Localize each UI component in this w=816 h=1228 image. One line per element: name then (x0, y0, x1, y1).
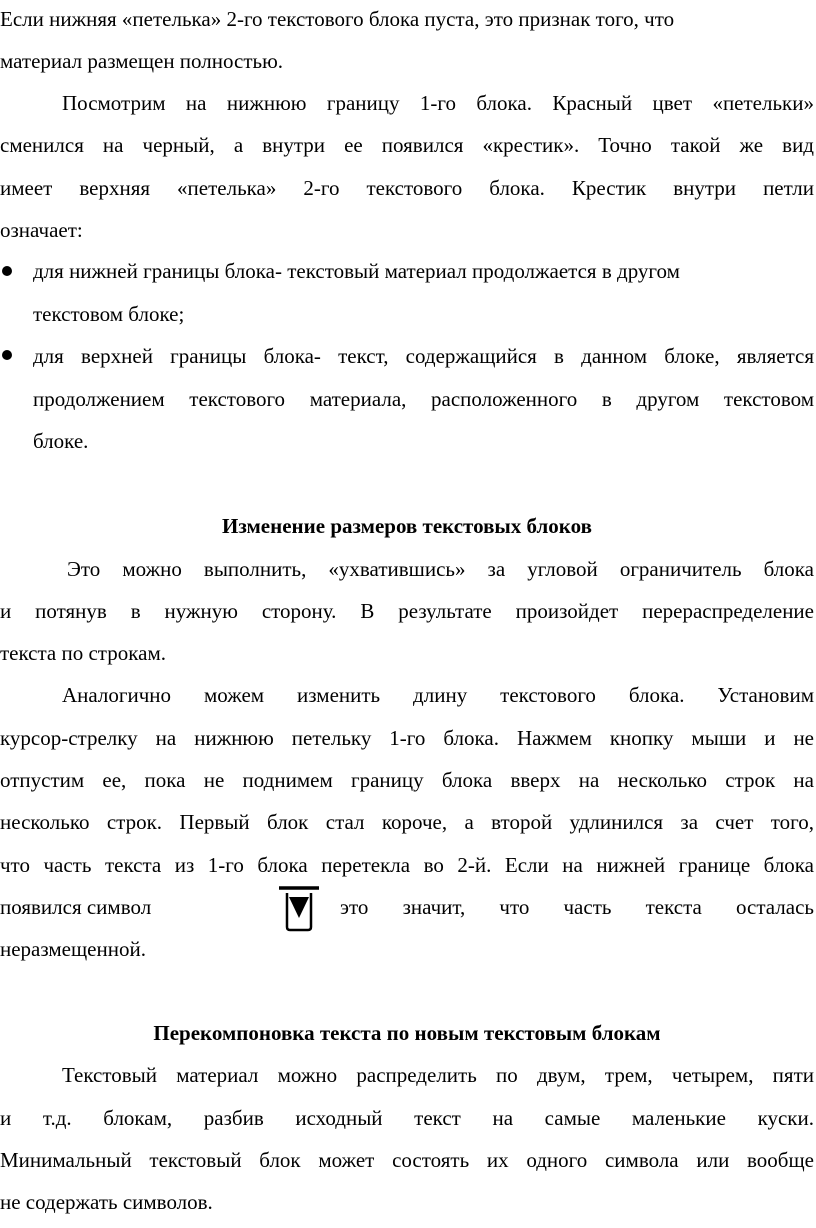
section-heading-resize: Изменение размеров текстовых блоков (222, 514, 592, 538)
paragraph-2-line-4: означает: (0, 218, 83, 242)
bullet-2-line-2: продолжением текстового материала, расположенного в другом текстовом (33, 387, 814, 411)
paragraph-1-line-1: Если нижняя «петелька» 2-го текстового блока пуста, это признак того, что (0, 7, 675, 31)
paragraph-4-line-6-start: появился символ (0, 895, 152, 919)
bullet-1-line-1: для нижней границы блока- текстовый материал продолжается в другом (33, 259, 680, 283)
paragraph-4-line-7: неразмещенной. (0, 937, 146, 961)
paragraph-2-line-2: сменился на черный, а внутри ее появился «крестик». Точно такой же вид (0, 133, 814, 157)
paragraph-2-line-1: Посмотрим на нижнюю границу 1-го блока. Красный цвет «петельки» (62, 91, 814, 115)
paragraph-4-line-1: Аналогично можем изменить длину текстового блока. Установим (62, 683, 814, 707)
paragraph-3-line-3: текста по строкам. (0, 641, 166, 665)
bullet-2-marker (2, 350, 12, 360)
bullet-2-line-1: для верхней границы блока- текст, содержащийся в данном блоке, является (33, 344, 814, 368)
section-heading-recompose: Перекомпоновка текста по новым текстовым блокам (153, 1021, 661, 1045)
paragraph-2-line-3: имеет верхняя «петелька» 2-го текстового блока. Крестик внутри петли (0, 176, 814, 200)
paragraph-4-line-4: несколько строк. Первый блок стал короче, а второй удлинился за счет того, (0, 810, 814, 834)
paragraph-4-line-2: курсор-стрелку на нижнюю петельку 1-го блока. Нажмем кнопку мыши и не (0, 726, 814, 750)
bullet-1-marker (2, 266, 12, 276)
paragraph-4-line-3: отпустим ее, пока не поднимем границу блока вверх на несколько строк на (0, 768, 814, 792)
paragraph-5-line-3: Минимальный текстовый блок может состоять их одного символа или вообще (0, 1148, 814, 1172)
bullet-2-line-3: блоке. (33, 429, 89, 453)
paragraph-4-line-5: что часть текста из 1-го блока перетекла во 2-й. Если на нижней границе блока (0, 853, 814, 877)
paragraph-1-line-2: материал размещен полностью. (0, 49, 284, 73)
paragraph-5-line-4: не содержать символов. (0, 1190, 213, 1214)
paragraph-4-line-6-end: это значит, что часть текста осталась (340, 895, 814, 919)
overflow-marker-icon (279, 886, 319, 932)
paragraph-5-line-2: и т.д. блокам, разбив исходный текст на самые маленькие куски. (0, 1106, 814, 1130)
paragraph-3-line-1: Это можно выполнить, «ухватившись» за угловой ограничитель блока (67, 557, 814, 581)
bullet-1-line-2: текстовом блоке; (33, 302, 185, 326)
paragraph-5-line-1: Текстовый материал можно распределить по двум, трем, четырем, пяти (62, 1063, 814, 1087)
paragraph-3-line-2: и потянув в нужную сторону. В результате произойдет перераспределение (0, 599, 814, 623)
